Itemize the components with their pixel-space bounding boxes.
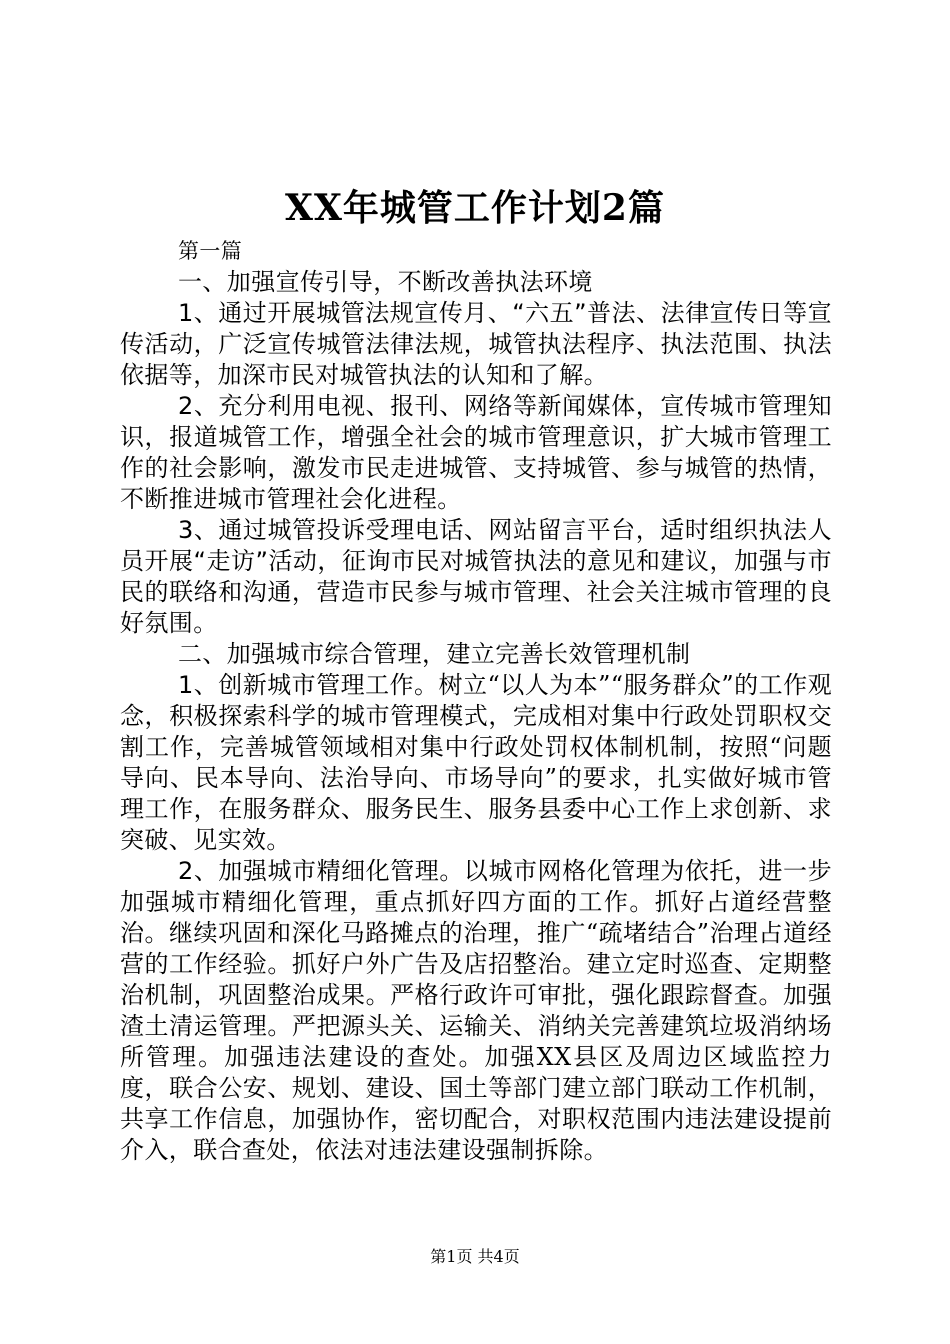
paragraph-5-body: 以城市网格化管理为依托，进一步加强城市精细化管理，重点抓好四方面的工作。抓好占道经营整治。继续巩固和深化马路摊点的治理，推广“疏堵结合”治理占道经营的工作经验。抓好户外广告及店招整治。建立定时巡查、定期整治机制，巩固整治成果。严格行政许可审批，强化跟踪督查。加强渣土清运管理。严把源头关、运输关、消纳关完善建筑垃圾消纳场所管理。加强违法建设的查处。加强XX县区及周边区域监控力度，联合公安、规划、建设、国土等部门建立部门联动工作机制，共享工作信息，加强协作，密切配合，对职权范围内违法建设提前介入，联合查处，依法对违法建设强制拆除。 [120,857,833,1164]
section-heading-2: 二、加强城市综合管理，建立完善长效管理机制 [178,640,691,668]
paragraph-5 [120,856,832,1166]
paragraph-1: 1、通过开展城管法规宣传月、“六五”普法、法律宣传日等宣传活动，广泛宣传城管法律法规，城管执法程序、执法范围、执法依据等，加深市民对城管执法的认知和了解。 [120,299,832,389]
document-title: XX年城管工作计划2篇 [285,187,665,229]
section-heading-1: 一、加强宣传引导，不断改善执法环境 [178,268,593,296]
paragraph-3: 3、通过城管投诉受理电话、网站留言平台，适时组织执法人员开展“走访”活动，征询市民对城管执法的意见和建议，加强与市民的联络和沟通，营造市民参与城市管理、社会关注城市管理的良好氛围。 [120,516,832,637]
paragraph-4 [120,670,832,856]
paragraph-4-body: 树立“以人为本”“服务群众”的工作观念，积极探索科学的城市管理模式，完成相对集中行政处罚职权交割工作，完善城管领域相对集中行政处罚权体制机制，按照“问题导向、民本导向、法治导向、市场导向”的要求，扎实做好城市管理工作，在服务群众、服务民生、服务县委中心工作上求创新、求突破、见实效。 [120,671,833,854]
paragraph-4-lead: 1、创新城市管理工作。 [178,671,439,699]
part-label: 第一篇 [178,239,243,263]
paragraph-5-lead: 2、加强城市精细化管理。 [178,857,464,885]
page-footer: 第1页 共4页 [430,1247,520,1266]
document-body [120,236,832,1166]
paragraph-2: 2、充分利用电视、报刊、网络等新闻媒体，宣传城市管理知识，报道城管工作，增强全社会的城市管理意识，扩大城市管理工作的社会影响，激发市民走进城管、支持城管、参与城管的热情，不断推进城市管理社会化进程。 [120,392,832,513]
